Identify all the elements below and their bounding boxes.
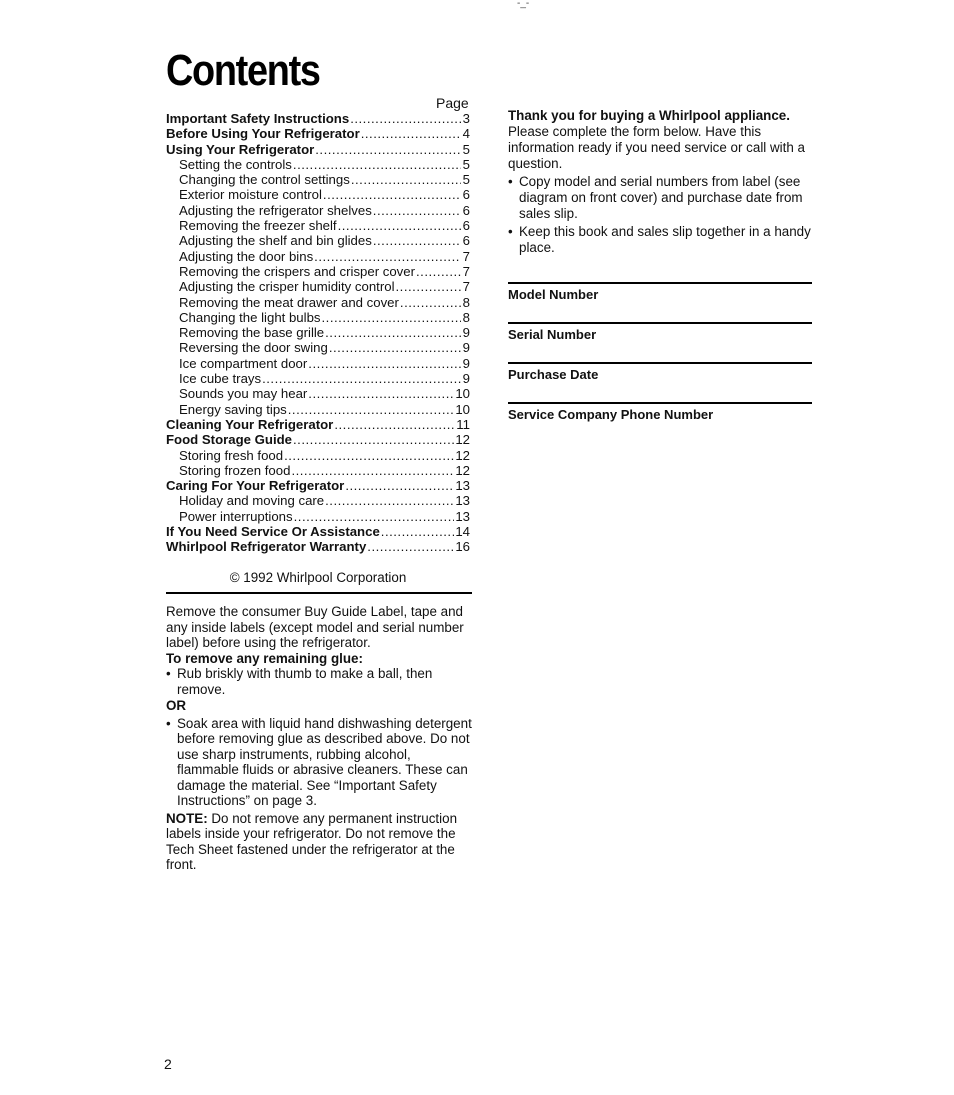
toc-dot-leader <box>288 402 455 417</box>
toc-subsection-entry <box>166 218 470 233</box>
toc-entry-page: 14 <box>455 524 470 540</box>
toc-entry-label: Storing fresh food <box>179 447 284 463</box>
toc-entry-page: 5 <box>462 156 470 172</box>
toc-subsection-entry <box>166 279 470 294</box>
toc-subsection-entry <box>166 203 470 218</box>
toc-dot-leader <box>334 417 455 432</box>
toc-entry-label: Adjusting the door bins <box>179 248 314 264</box>
toc-entry-label: Food Storage Guide <box>166 432 293 448</box>
toc-subsection-entry <box>166 325 470 340</box>
toc-entry-page: 10 <box>455 386 470 402</box>
toc-entry-label: Important Safety Instructions <box>166 111 350 126</box>
toc-entry-page: 6 <box>462 187 470 203</box>
toc-entry-label: Reversing the door swing <box>179 340 328 356</box>
toc-subsection-entry <box>166 249 470 264</box>
purchase-date-field[interactable]: Purchase Date <box>508 362 812 383</box>
thank-you-heading: Thank you for buying a Whirlpool appliance. <box>508 108 790 123</box>
glue-step-2 <box>166 716 476 809</box>
toc-entry-label: Ice cube trays <box>179 371 262 387</box>
toc-dot-leader <box>373 203 461 218</box>
toc-section-entry <box>166 142 470 157</box>
note-paragraph <box>166 811 476 873</box>
toc-section-entry <box>166 126 470 141</box>
toc-subsection-entry <box>166 264 470 279</box>
toc-dot-leader <box>325 493 454 508</box>
toc-entry-page: 9 <box>462 371 470 387</box>
toc-entry-label: Before Using Your Refrigerator <box>166 126 360 142</box>
toc-dot-leader <box>373 233 461 248</box>
glue-step-1-text: Rub briskly with thumb to make a ball, then remove. <box>177 666 433 697</box>
toc-entry-label: Whirlpool Refrigerator Warranty <box>166 539 367 555</box>
glue-step-1 <box>166 666 476 697</box>
toc-dot-leader <box>338 218 461 233</box>
toc-entry-label: Changing the control settings <box>179 172 350 188</box>
toc-subsection-entry <box>166 172 470 187</box>
toc-entry-label: Adjusting the crisper humidity control <box>179 279 395 295</box>
label-removal-intro: Remove the consumer Buy Guide Label, tape and any inside labels (except model and serial number label) before using the refrigerator. <box>166 604 464 650</box>
toc-subsection-entry <box>166 386 470 401</box>
toc-entry-label: Removing the freezer shelf <box>179 218 337 234</box>
table-of-contents <box>166 111 470 555</box>
toc-dot-leader <box>351 172 461 187</box>
toc-entry-page: 3 <box>462 111 470 126</box>
toc-dot-leader <box>325 325 461 340</box>
toc-section-entry <box>166 478 470 493</box>
thank-you-step-1-text: Copy model and serial numbers from label (see diagram on front cover) and purchase date from sales slip. <box>519 174 803 221</box>
toc-section-entry <box>166 432 470 447</box>
toc-subsection-entry <box>166 187 470 202</box>
toc-subsection-entry <box>166 402 470 417</box>
toc-entry-label: Removing the meat drawer and cover <box>179 294 399 310</box>
toc-subsection-entry <box>166 371 470 386</box>
toc-subsection-entry <box>166 356 470 371</box>
toc-entry-page: 11 <box>456 416 470 432</box>
toc-section-entry <box>166 524 470 539</box>
toc-dot-leader <box>314 249 461 264</box>
toc-entry-page: 13 <box>455 508 470 524</box>
bullet-icon: • <box>166 666 171 681</box>
thank-you-section <box>508 108 814 256</box>
toc-dot-leader <box>293 432 454 447</box>
toc-entry-page: 7 <box>462 279 470 295</box>
toc-dot-leader <box>323 187 461 202</box>
toc-entry-page: 7 <box>462 248 470 264</box>
note-text: Do not remove any permanent instruction labels inside your refrigerator. Do not remove the Tech Sheet fastened under the refrigerator at the front. <box>166 810 458 872</box>
toc-entry-page: 8 <box>462 294 470 310</box>
toc-dot-leader <box>308 386 454 401</box>
toc-dot-leader <box>400 295 461 310</box>
toc-dot-leader <box>291 463 454 478</box>
toc-dot-leader <box>284 448 454 463</box>
toc-entry-label: Cleaning Your Refrigerator <box>166 416 334 432</box>
thank-you-step-1 <box>508 174 814 222</box>
toc-entry-page: 6 <box>462 202 470 218</box>
toc-entry-label: Changing the light bulbs <box>179 309 321 325</box>
toc-dot-leader <box>294 509 455 524</box>
toc-entry-page: 13 <box>455 478 470 494</box>
toc-section-entry <box>166 111 470 126</box>
divider-rule <box>166 592 472 594</box>
toc-subsection-entry <box>166 157 470 172</box>
toc-entry-page: 12 <box>455 432 470 448</box>
toc-subsection-entry <box>166 463 470 478</box>
toc-dot-leader <box>361 126 461 141</box>
toc-dot-leader <box>315 142 461 157</box>
note-label: NOTE: <box>166 810 208 826</box>
label-removal-note <box>166 604 476 873</box>
toc-entry-label: Holiday and moving care <box>179 493 325 509</box>
toc-subsection-entry <box>166 509 470 524</box>
toc-dot-leader <box>293 157 461 172</box>
toc-dot-leader <box>308 356 461 371</box>
toc-section-entry <box>166 539 470 554</box>
toc-entry-label: Ice compartment door <box>179 355 308 371</box>
or-label: OR <box>166 698 187 713</box>
thank-you-text: Please complete the form below. Have this information ready if you need service or call with a question. <box>508 124 805 171</box>
toc-section-entry <box>166 417 470 432</box>
toc-dot-leader <box>322 310 461 325</box>
toc-subsection-entry <box>166 295 470 310</box>
toc-entry-page: 10 <box>455 401 470 417</box>
toc-dot-leader <box>381 524 455 539</box>
toc-entry-page: 6 <box>462 218 470 234</box>
toc-entry-page: 5 <box>462 141 470 157</box>
toc-entry-page: 12 <box>455 462 470 478</box>
toc-entry-page: 5 <box>462 172 470 188</box>
toc-entry-label: Storing frozen food <box>179 462 291 478</box>
toc-entry-page: 6 <box>462 233 470 249</box>
toc-dot-leader <box>262 371 461 386</box>
toc-entry-label: Sounds you may hear <box>179 386 308 402</box>
thank-you-step-2 <box>508 224 814 256</box>
glue-step-2-text: Soak area with liquid hand dishwashing detergent before removing glue as described above. Do not use sharp instruments, rubbing alcohol, flammable fluids or abrasive cleaners. These can damage the material. See “Important Safety Instructions” on page 3. <box>177 715 472 808</box>
bullet-icon: • <box>166 715 171 731</box>
copyright-notice: © 1992 Whirlpool Corporation <box>229 570 407 585</box>
toc-dot-leader <box>329 340 461 355</box>
toc-entry-page: 8 <box>462 309 470 325</box>
toc-entry-label: Adjusting the shelf and bin glides <box>179 233 372 249</box>
toc-entry-page: 9 <box>462 325 470 341</box>
toc-entry-label: Adjusting the refrigerator shelves <box>179 202 372 218</box>
toc-subsection-entry <box>166 340 470 355</box>
toc-entry-page: 4 <box>462 126 470 142</box>
toc-dot-leader <box>416 264 461 279</box>
page-column-label: Page <box>436 95 469 111</box>
toc-dot-leader <box>367 539 454 554</box>
toc-entry-label: Power interruptions <box>179 508 293 524</box>
thank-you-step-2-text: Keep this book and sales slip together in a handy place. <box>519 224 811 255</box>
toc-entry-label: Exterior moisture control <box>179 187 322 203</box>
toc-dot-leader <box>396 279 462 294</box>
toc-entry-label: Removing the base grille <box>179 325 325 341</box>
serial-number-field[interactable]: Serial Number <box>508 322 812 343</box>
scan-mark: -_- <box>517 0 530 9</box>
toc-entry-page: 7 <box>462 263 470 279</box>
page-number: 2 <box>164 1056 172 1072</box>
service-phone-field[interactable]: Service Company Phone Number <box>508 402 812 423</box>
toc-subsection-entry <box>166 493 470 508</box>
toc-subsection-entry <box>166 310 470 325</box>
toc-entry-page: 9 <box>462 355 470 371</box>
model-number-field[interactable]: Model Number <box>508 282 812 303</box>
toc-dot-leader <box>350 111 461 126</box>
toc-dot-leader <box>345 478 454 493</box>
page-title: Contents <box>166 46 320 95</box>
toc-subsection-entry <box>166 448 470 463</box>
toc-entry-label: Caring For Your Refrigerator <box>166 478 345 494</box>
toc-entry-label: Energy saving tips <box>179 401 287 417</box>
toc-entry-label: Using Your Refrigerator <box>166 141 315 157</box>
glue-heading: To remove any remaining glue: <box>166 650 363 666</box>
toc-entry-label: Removing the crispers and crisper cover <box>179 263 416 279</box>
toc-entry-label: Setting the controls <box>179 156 292 172</box>
toc-subsection-entry <box>166 233 470 248</box>
toc-entry-page: 12 <box>455 447 470 463</box>
toc-entry-label: If You Need Service Or Assistance <box>166 524 380 540</box>
bullet-icon: • <box>508 174 513 189</box>
bullet-icon: • <box>508 224 513 239</box>
toc-entry-page: 13 <box>455 493 470 509</box>
toc-entry-page: 16 <box>455 539 470 555</box>
toc-entry-page: 9 <box>462 340 470 356</box>
